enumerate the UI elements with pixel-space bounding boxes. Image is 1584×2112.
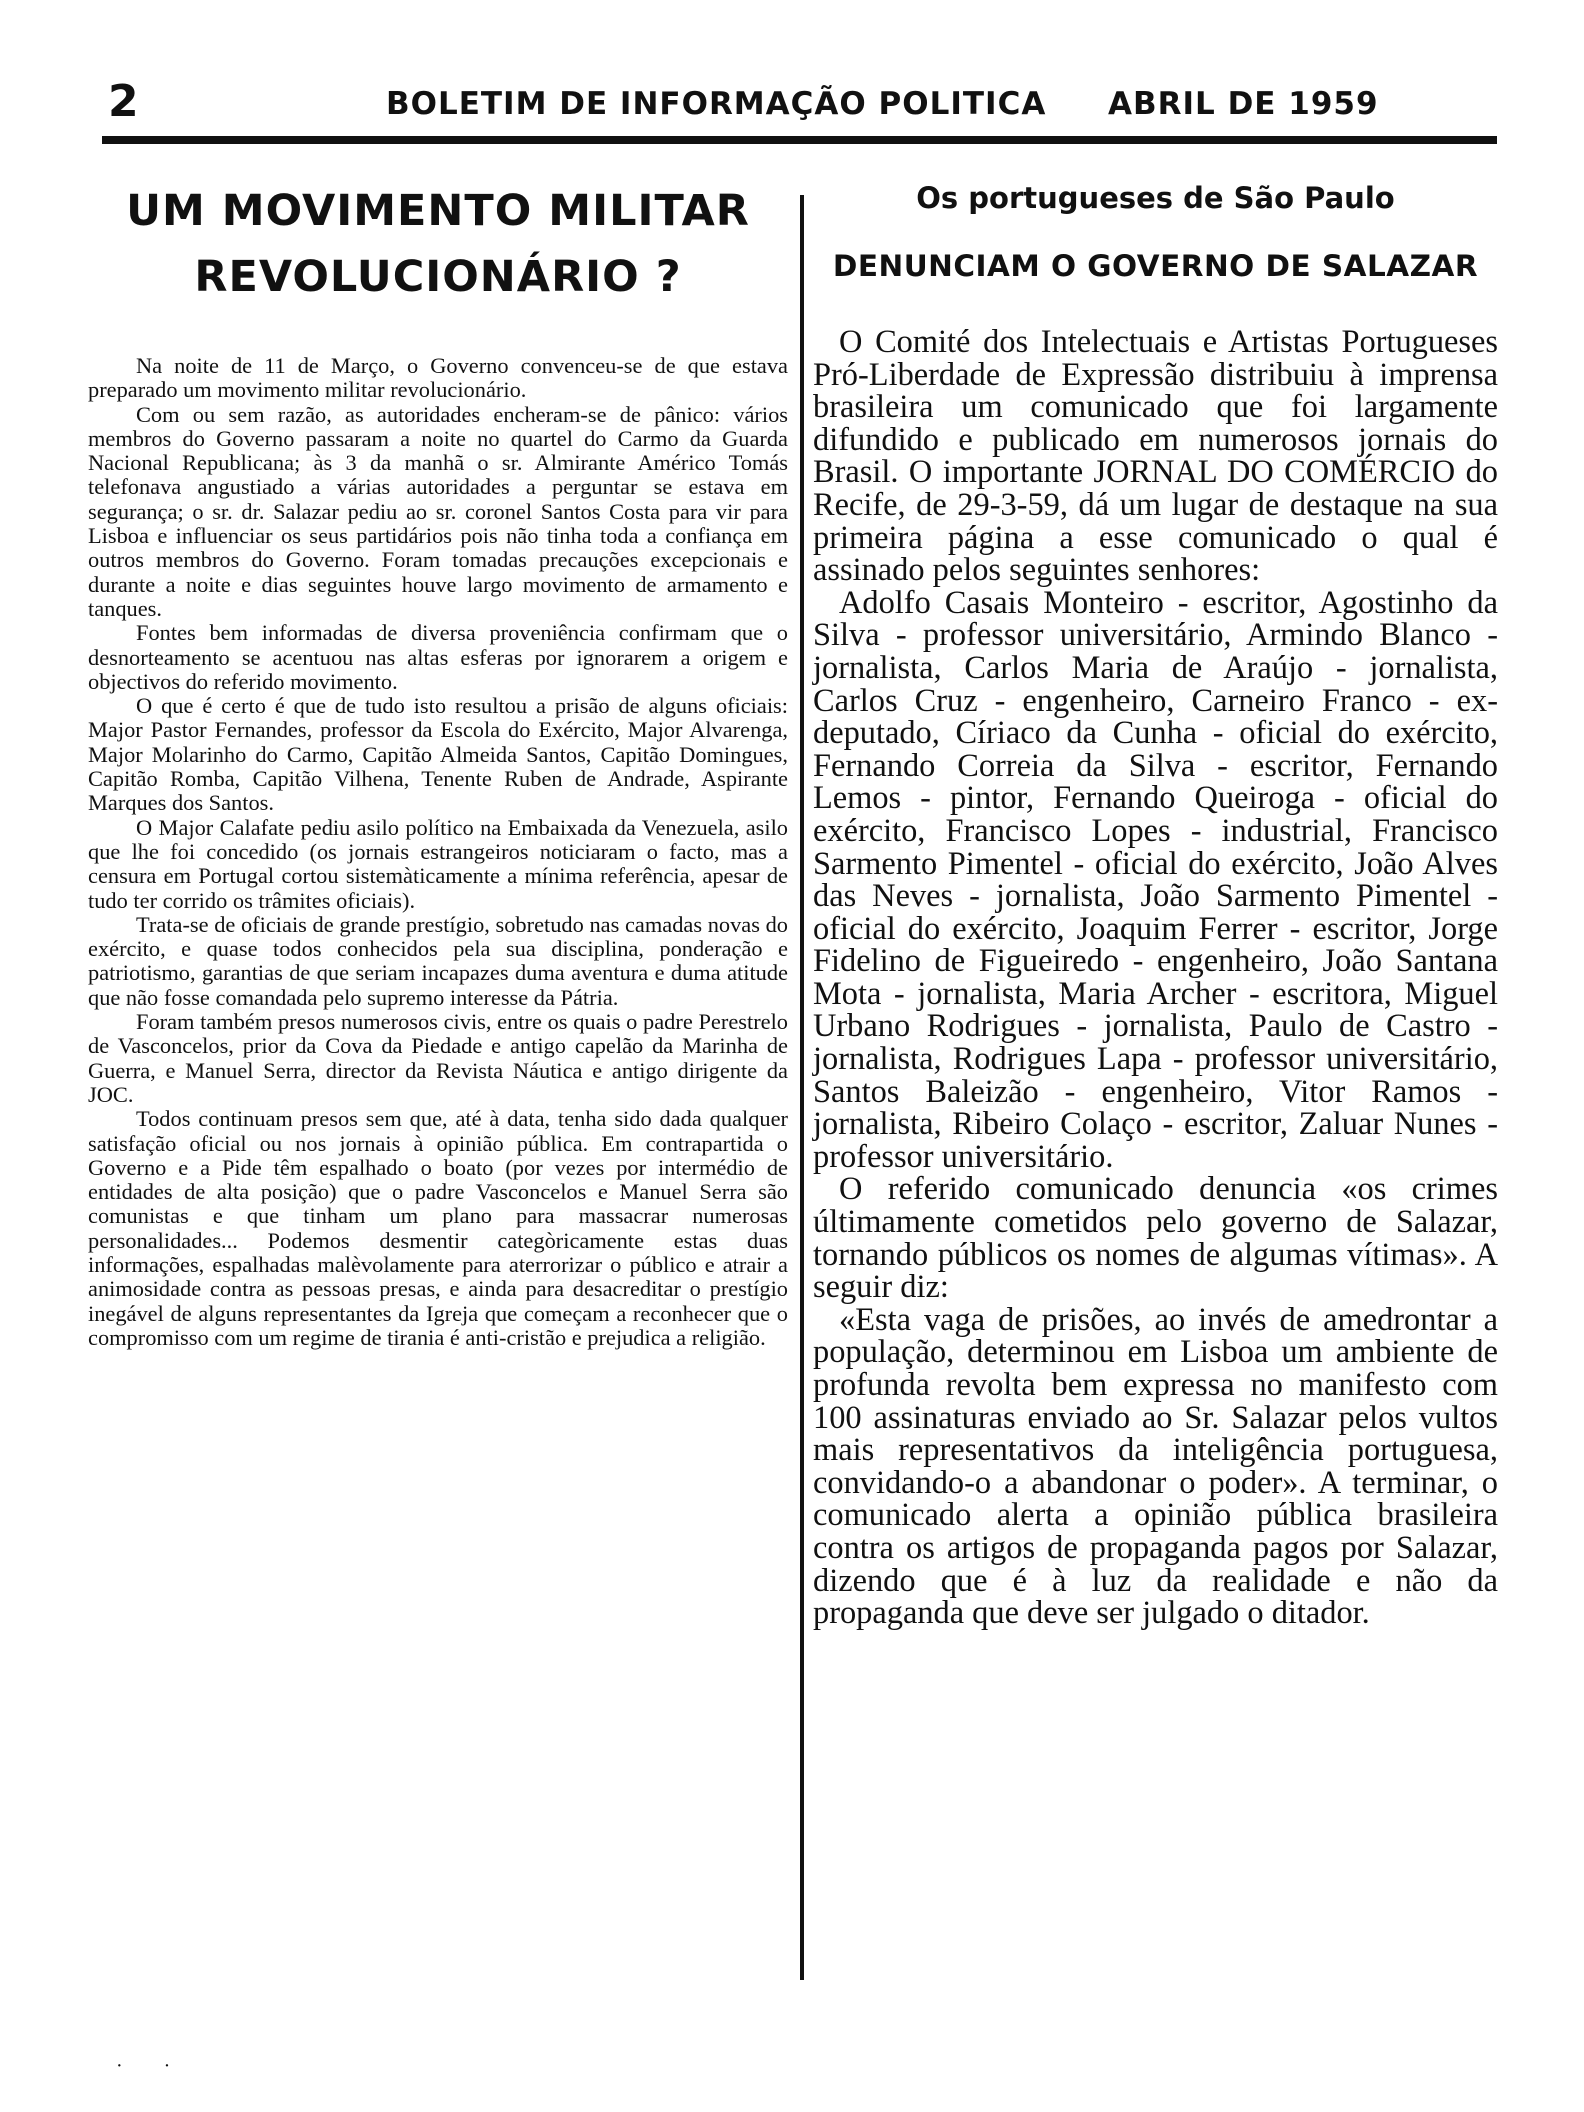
column-divider <box>800 195 804 1980</box>
print-specks: · · <box>116 2055 189 2077</box>
article-kicker: Os portugueses de São Paulo <box>916 181 1395 215</box>
paragraph: O Major Calafate pediu asilo político na Embaixada da Venezuela, asilo que lhe foi concedido (os jornais estrangeiros noticiaram o facto, mas a censura em Portugal cortou sistemàticamente a mínima referência, apesar de tudo ter corrido os trâmites oficiais). <box>88 814 788 913</box>
paragraph: Com ou sem razão, as autoridades encheram-se de pânico: vários membros do Governo passaram a noite no quartel do Carmo da Guarda Nacional Republicana; às 3 da manhã o sr. Almirante Américo Tomás telefonava angustiado a várias autoridades a perguntar se estava em segurança; o sr. dr. Salazar pediu ao sr. coronel Santos Costa para vir para Lisboa e influenciar os seus partidários pois não tinha toda a confiança em outros membros do Governo. Foram tomadas precauções excepcionais e durante a noite e dias seguintes houve largo movimento de armamento e tanques. <box>88 401 788 621</box>
article-body <box>813 326 1498 1630</box>
masthead-rule <box>102 136 1497 144</box>
issue-date: ABRIL DE 1959 <box>1108 86 1379 122</box>
publication-title: BOLETIM DE INFORMAÇÃO POLITICA <box>386 86 1047 122</box>
headline-line-1: UM MOVIMENTO MILITAR <box>126 186 750 236</box>
paragraph: Fontes bem informadas de diversa proveniência confirmam que o desnorteamento se acentuou nas altas esferas por ignorarem a origem e objectivos do referido movimento. <box>88 620 788 694</box>
paragraph: Foram também presos numerosos civis, entre os quais o padre Perestrelo de Vasconcelos, prior da Cova da Piedade e antigo capelão da Marinha de Guerra, e Manuel Serra, director da Revista Náutica e antigo dirigente da JOC. <box>88 1009 788 1107</box>
paragraph: «Esta vaga de prisões, ao invés de amedrontar a população, determinou em Lisboa um ambiente de profunda revolta bem expressa no manifesto com 100 assinaturas enviado ao Sr. Salazar pelos vultos mais representativos da inteligência portuguesa, convidando-o a abandonar o poder». A terminar, o comunicado alerta a opinião pública brasileira contra os artigos de propaganda pagos por Salazar, dizendo que é à luz da realidade e não da propaganda que deve ser julgado o ditador. <box>813 1301 1498 1632</box>
article-sao-paulo <box>813 178 1498 1630</box>
article-headline <box>88 178 788 310</box>
paragraph: O que é certo é que de tudo isto resultou a prisão de alguns oficiais: Major Pastor Fernandes, professor da Escola do Exército, Major Alvarenga, Major Molarinho do Carmo, Capitão Almeida Santos, Capitão Domingues, Capitão Romba, Capitão Vilhena, Tenente Ruben de Andrade, Aspirante Marques dos Santos. <box>88 693 788 816</box>
paragraph: Na noite de 11 de Março, o Governo convenceu-se de que estava preparado um movimento militar revolucionário. <box>88 353 788 403</box>
headline-line-2: REVOLUCIONÁRIO ? <box>194 252 682 302</box>
paragraph: O referido comunicado denuncia «os crimes últimamente cometidos pelo governo de Salazar, tornando públicos os nomes de algumas vítimas». A seguir diz: <box>813 1171 1498 1306</box>
masthead <box>108 76 1488 128</box>
article-body <box>88 354 788 1350</box>
paragraph: Todos continuam presos sem que, até à data, tenha sido dada qualquer satisfação oficial ou nos jornais à opinião pública. Em contrapartida o Governo e a Pide têm espalhado o boato (por vezes por intermédio de entidades de alta posição) que o padre Vasconcelos e Manuel Serra são comunistas e que tinham um plano para massacrar numerosas personalidades... Podemos desmentir categòricamente estas duas informações, espalhadas malèvolamente para aterrorizar o público e atrair a animosidade contra as pessoas presas, e ainda para desacreditar o prestígio inegável de alguns representantes da Igreja que começam a reconhecer que o compromisso com um regime de tirania é anti-cristão e prejudica a religião. <box>88 1106 788 1350</box>
paragraph: O Comité dos Intelectuais e Artistas Portugueses Pró-Liberdade de Expressão distribuiu à imprensa brasileira um comunicado que foi largamente difundido e publicado em numerosos jornais do Brasil. O importante JORNAL DO COMÉRCIO do Recife, de 29-3-59, dá um lugar de destaque na sua primeira página a esse comunicado o qual é assinado pelos seguintes senhores: <box>813 324 1498 589</box>
article-military-movement <box>88 178 788 1350</box>
paragraph: Adolfo Casais Monteiro - escritor, Agostinho da Silva - professor universitário, Armindo Blanco - jornalista, Carlos Maria de Araújo - jornalista, Carlos Cruz - engenheiro, Carneiro Franco - ex-deputado, Círiaco da Cunha - oficial do exército, Fernando Correia da Silva - escritor, Fernando Lemos - pintor, Fernando Queiroga - oficial do exército, Francisco Lopes - industrial, Francisco Sarmento Pimentel - oficial do exército, João Alves das Neves - jornalista, João Sarmento Pimentel - oficial do exército, Joaquim Ferrer - escritor, Jorge Fidelino de Figueiredo - engenheiro, João Santana Mota - jornalista, Maria Archer - escritora, Miguel Urbano Rodrigues - jornalista, Paulo de Castro - jornalista, Rodrigues Lapa - professor universitário, Santos Baleizão - engenheiro, Vitor Ramos - jornalista, Ribeiro Colaço - escritor, Zaluar Nunes - professor universitário. <box>813 584 1498 1175</box>
page-number: 2 <box>108 76 139 127</box>
article-headline: DENUNCIAM O GOVERNO DE SALAZAR <box>832 249 1479 283</box>
paragraph: Trata-se de oficiais de grande prestígio, sobretudo nas camadas novas do exército, e quase todos conhecidos pela sua disciplina, ponderação e patriotismo, garantias de que seriam incapazes duma aventura e duma atitude que não fosse comandada pelo supremo interesse da Pátria. <box>88 911 788 1010</box>
